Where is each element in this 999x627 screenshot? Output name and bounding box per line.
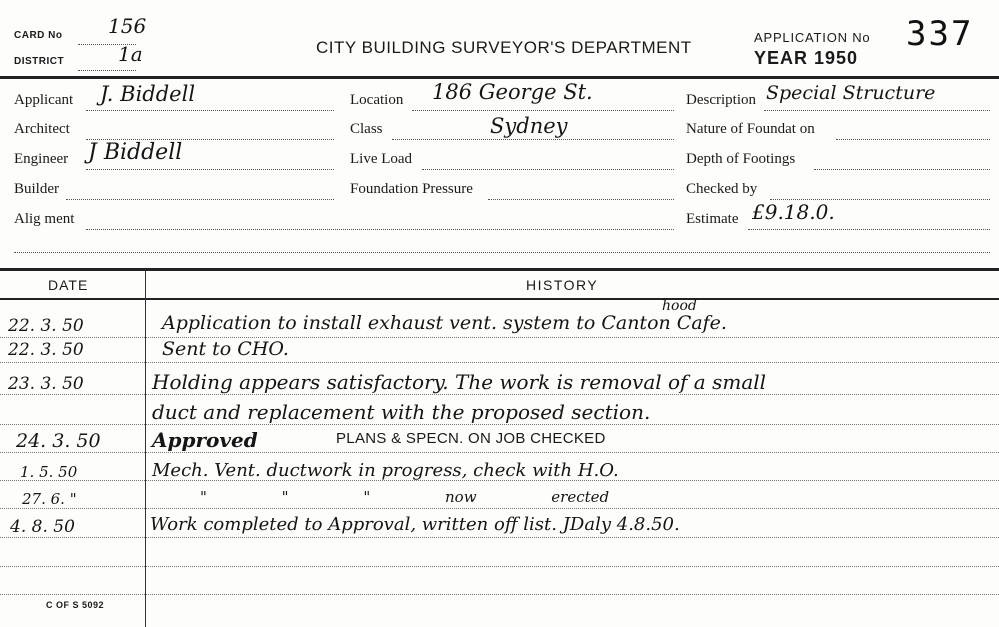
class-label: Class [350,121,383,137]
live-load-label: Live Load [350,151,413,167]
fields-bottom-line [14,252,990,253]
builder-label: Builder [14,181,59,197]
district-value: 1a [118,42,143,66]
history-date: 4. 8. 50 [10,517,75,537]
engineer-value: J Biddell [88,140,183,165]
history-entry: Mech. Vent. ductwork in progress, check with H.O. [152,460,619,481]
history-date: 27. 6. " [22,490,77,508]
engineer-label: Engineer [14,151,69,167]
history-entry: Holding appears satisfactory. The work is removal of a small [152,370,767,394]
estimate-line [748,229,990,230]
nature-line [836,139,990,140]
history-entry: Application to install exhaust vent. system to Canton Cafe. [162,312,727,334]
description-value: Special Structure [766,82,936,104]
checked-label: Checked by [686,181,758,197]
card-no-value: 156 [108,14,147,38]
checked-stamp: PLANS & SPECN. ON JOB CHECKED [336,430,606,447]
application-number: 337 [906,14,974,54]
date-header: DATE [48,277,89,293]
class-value: Sydney [490,114,568,138]
history-header: HISTORY [526,277,599,293]
applicant-label: Applicant [14,92,74,108]
department-title: CITY BUILDING SURVEYOR'S DEPARTMENT [316,38,692,57]
history-rule [0,337,999,338]
engineer-line [86,169,334,170]
builder-line [66,199,334,200]
history-entry: Sent to CHO. [162,338,289,360]
date-column-divider [145,270,146,627]
form-code: C OF S 5092 [46,600,105,610]
history-rule [0,452,999,453]
history-date: 24. 3. 50 [16,430,101,452]
history-rule [0,537,999,538]
history-date: 1. 5. 50 [20,463,78,481]
district-label: DISTRICT [14,56,65,67]
nature-label: Nature of Foundat on [686,121,815,137]
history-rule [0,594,999,595]
description-line [764,110,990,111]
history-entry: Work completed to Approval, written off list. JDaly 4.8.50. [150,514,680,535]
history-rule [0,508,999,509]
depth-line [814,169,990,170]
alignment-label: Alig ment [14,211,75,227]
history-date: 22. 3. 50 [8,316,84,336]
history-header-divider [0,298,999,300]
alignment-line [86,229,674,230]
applicant-value: J. Biddell [100,82,196,106]
live-load-line [422,169,674,170]
description-label: Description [686,92,756,108]
history-rule [0,362,999,363]
application-label: APPLICATION No [754,30,871,45]
inserted-word: hood [662,298,697,314]
history-rule [0,566,999,567]
location-value: 186 George St. [432,80,593,104]
district-line [78,70,136,71]
header-divider [0,76,999,79]
estimate-label: Estimate [686,211,739,227]
history-rule [0,394,999,395]
location-line [412,110,674,111]
history-entry: duct and replacement with the proposed section. [152,400,651,424]
year-label: YEAR 1950 [754,48,859,68]
class-line [392,139,674,140]
applicant-line [86,110,334,111]
history-date: 23. 3. 50 [8,374,84,394]
location-label: Location [350,92,404,108]
foundation-pressure-line [488,199,674,200]
history-entry: " " " now erected [200,488,610,506]
depth-label: Depth of Footings [686,151,796,167]
card-no-label: CARD No [14,30,63,41]
architect-label: Architect [14,121,70,137]
history-rule [0,424,999,425]
estimate-value: £9.18.0. [752,200,835,224]
history-date: 22. 3. 50 [8,340,84,360]
foundation-pressure-label: Foundation Pressure [350,181,473,197]
history-top-border [0,268,999,271]
history-entry: Approved [152,428,258,452]
